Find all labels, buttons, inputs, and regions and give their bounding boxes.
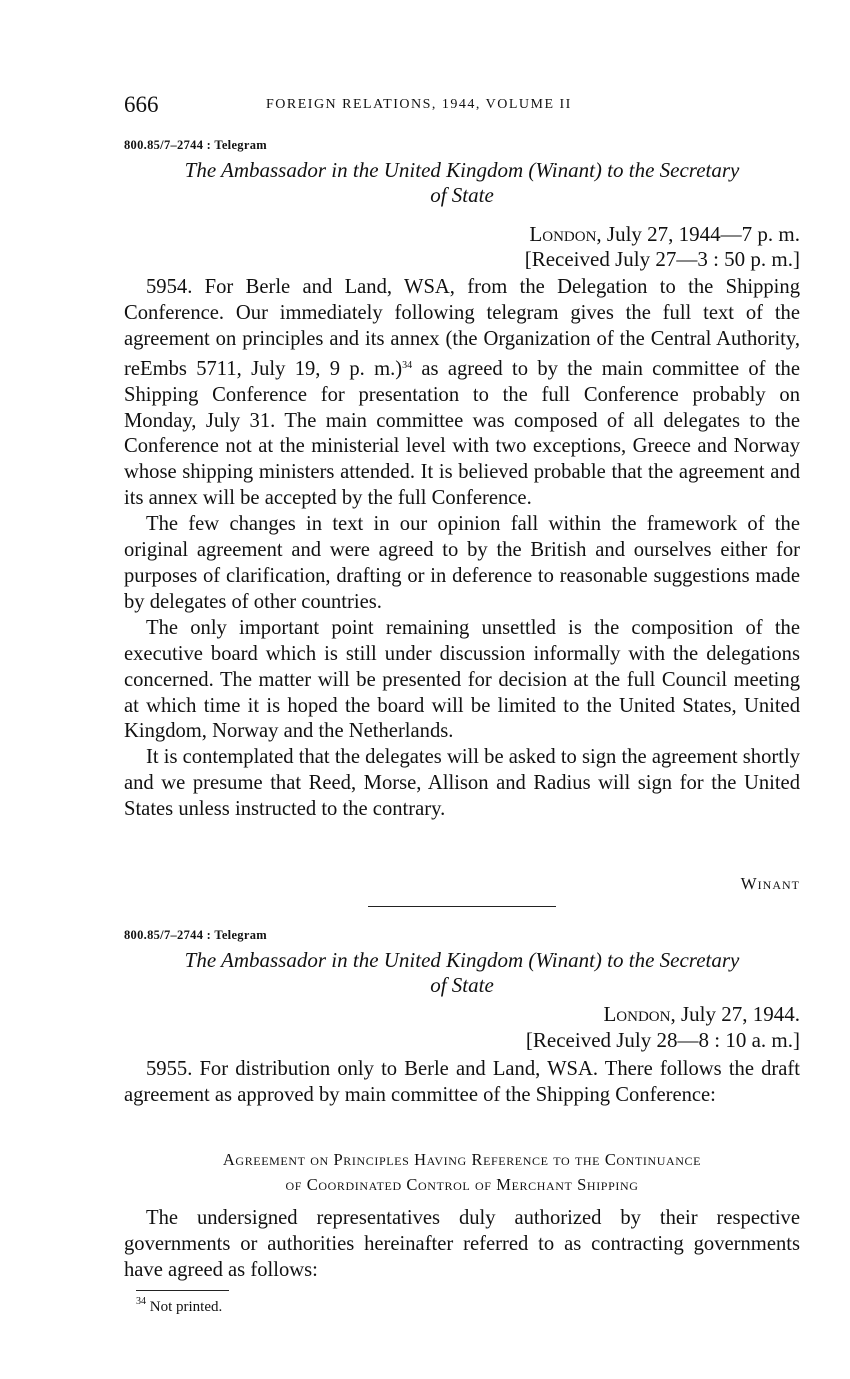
agreement-title bbox=[124, 1147, 800, 1197]
footnote bbox=[136, 1296, 222, 1316]
page-number: 666 bbox=[124, 92, 159, 117]
running-head: FOREIGN RELATIONS, 1944, VOLUME II bbox=[266, 97, 572, 112]
paragraph: 5955. For distribution only to Berle and Land, WSA. There follows the draft agreement as approved by main committee of the Shipping Conference: bbox=[124, 1058, 800, 1106]
received-note: [Received July 27—3 : 50 p. m.] bbox=[524, 247, 800, 271]
page-header bbox=[124, 92, 800, 120]
dateline-city: London bbox=[529, 222, 597, 246]
dateline-date: , July 27, 1944—7 p. m. bbox=[596, 222, 800, 246]
file-reference: 800.85/7–2744 : Telegram bbox=[124, 928, 267, 942]
paragraph bbox=[124, 275, 800, 512]
footnote-mark: 34 bbox=[136, 1296, 146, 1307]
paragraph: The undersigned representatives duly authorized by their respective governments or authorities hereinafter referred to as contracting governments have agreed as follows: bbox=[124, 1207, 800, 1281]
paragraph-text: as agreed to by the main committee of the Shipping Conference for presentation to the full Conference probably on Monday, July 31. The main committee was composed of all delegates to the Conference not at the ministerial level with two exceptions, Greece and Norway whose shipping ministers attended. It is believed probable that the agreement and its annex will be accepted by the full Conference. bbox=[124, 357, 800, 510]
title-line: The Ambassador in the United Kingdom (Winant) to the Secretary bbox=[184, 158, 740, 182]
dateline-city: London bbox=[603, 1002, 671, 1026]
paragraph: The few changes in text in our opinion fall within the framework of the original agreement and were agreed to by the British and ourselves either for purposes of clarification, drafting or in deference to reasonable suggestions made by delegates of other countries. bbox=[124, 513, 800, 613]
agreement-title-line: of Coordinated Control of Merchant Shipping bbox=[285, 1175, 639, 1194]
file-reference: 800.85/7–2744 : Telegram bbox=[124, 138, 267, 152]
footnote-text: Not printed. bbox=[146, 1299, 223, 1315]
document-title bbox=[124, 948, 800, 998]
document-title bbox=[124, 158, 800, 208]
title-line: of State bbox=[430, 183, 494, 207]
received-note: [Received July 28—8 : 10 a. m.] bbox=[525, 1028, 800, 1052]
dateline-date: , July 27, 1944. bbox=[670, 1002, 800, 1026]
paragraph: It is contemplated that the delegates will be asked to sign the agreement shortly and we presume that Reed, Morse, Allison and Radius will sign for the United States unless instructed to the contrary. bbox=[124, 746, 800, 821]
title-line: The Ambassador in the United Kingdom (Winant) to the Secretary bbox=[184, 948, 740, 972]
agreement-title-line: Agreement on Principles Having Reference to the Continuance bbox=[222, 1150, 702, 1169]
section-divider bbox=[368, 906, 556, 907]
paragraph-text: 5954. For Berle and Land, WSA, from the Delegation to the Shipping Conference. Our immediately following telegram gives the full text of the agreement on principles and its annex (the Organization of the Central Authority, reEmbs 5711, July 19, 9 p. m.) bbox=[124, 276, 800, 380]
paragraph: The only important point remaining unsettled is the composition of the executive board which is still under discussion informally with the delegations concerned. The matter will be presented for decision at the full Council meeting at which time it is hoped the board will be limited to the United States, United Kingdom, Norway and the Netherlands. bbox=[124, 616, 800, 743]
telegram-body bbox=[124, 275, 800, 823]
footnote-divider bbox=[136, 1290, 229, 1291]
title-line: of State bbox=[430, 973, 494, 997]
dateline bbox=[529, 222, 800, 247]
footnote-reference: 34 bbox=[402, 359, 413, 371]
signature: Winant bbox=[740, 874, 800, 893]
telegram-body bbox=[124, 1057, 800, 1109]
agreement-preamble bbox=[124, 1206, 800, 1284]
dateline bbox=[603, 1002, 800, 1027]
